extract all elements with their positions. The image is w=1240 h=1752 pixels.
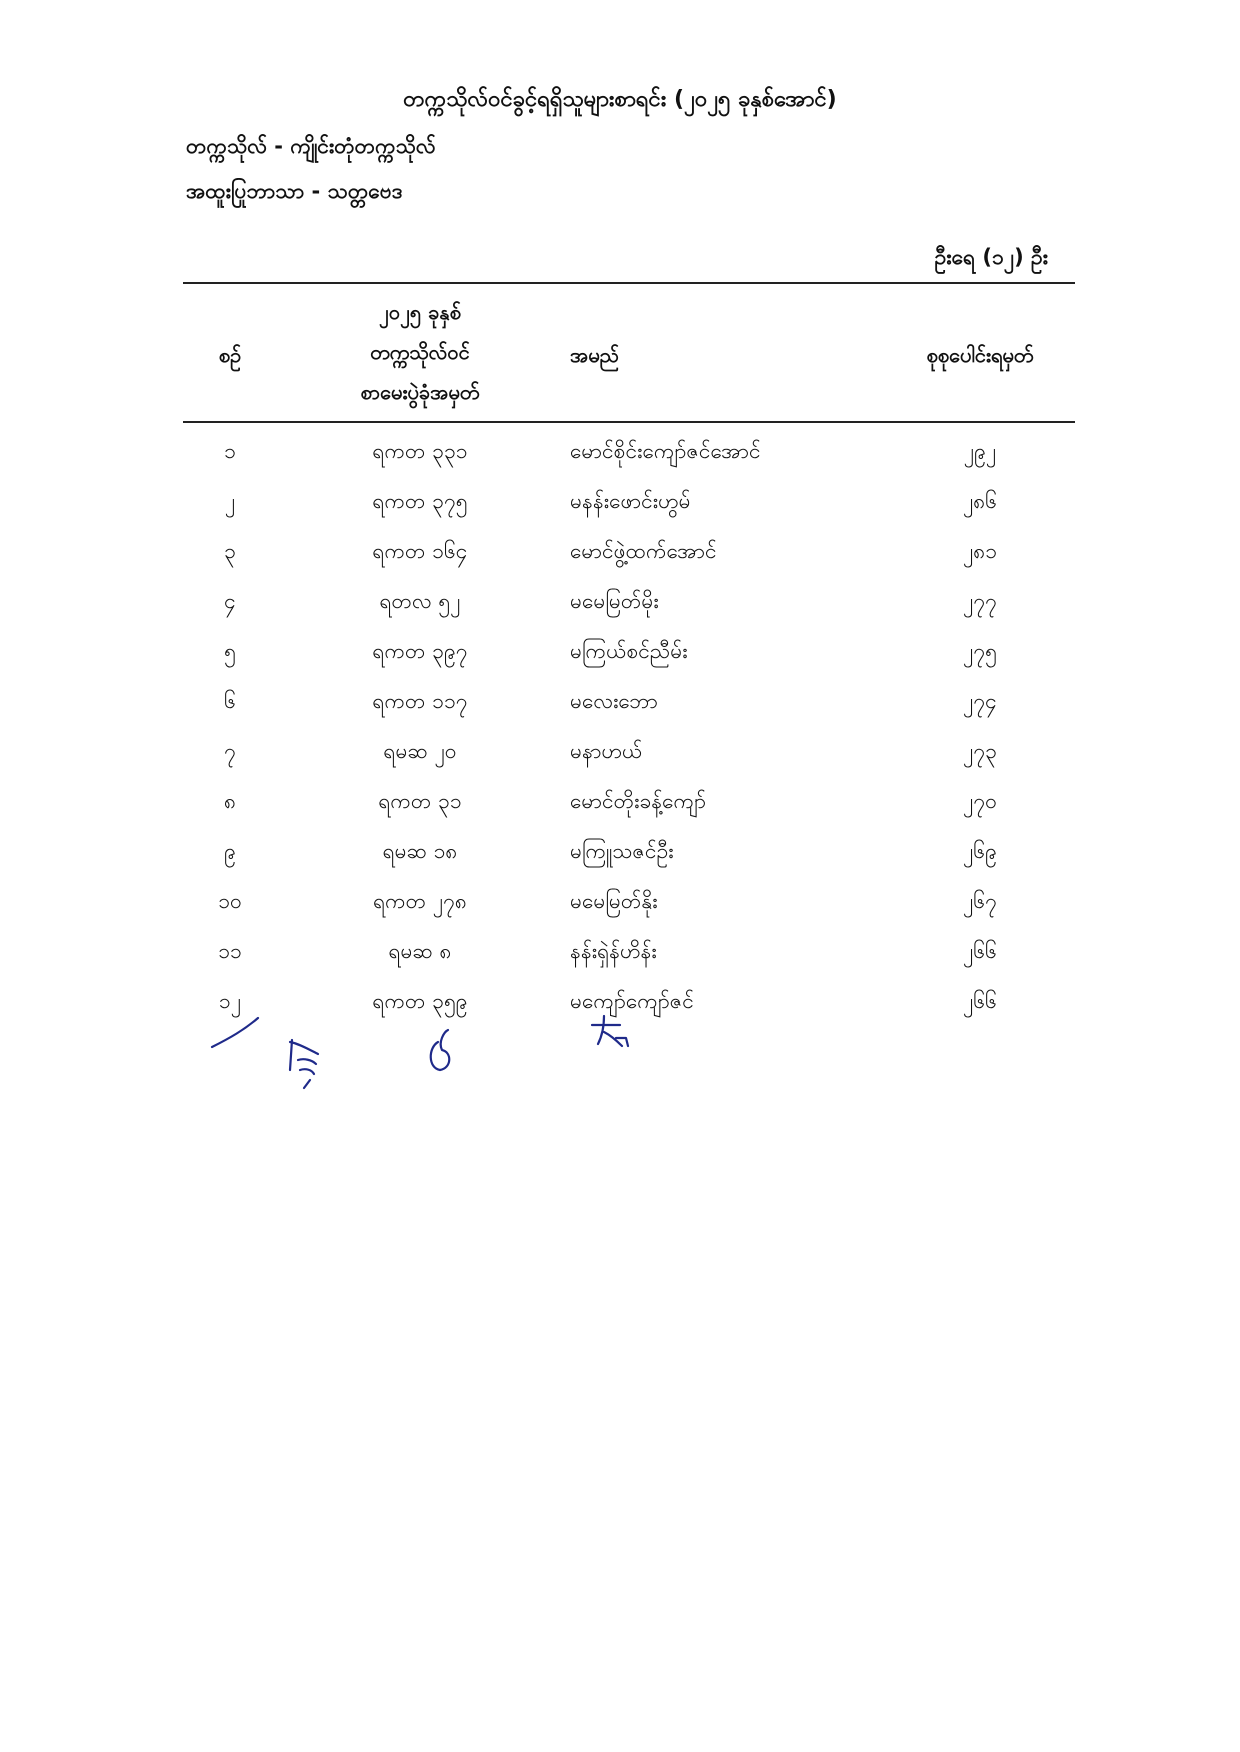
serial-no-cell: ၄ (224, 589, 236, 613)
total-marks-cell: ၂၆၉ (963, 839, 997, 863)
total-marks-cell: ၂၉၂ (963, 439, 997, 463)
name-cell: မောင်ဖွဲ့ထက်အောင် (570, 539, 717, 563)
header-roll-line-3: စာမေးပွဲခုံအမှတ် (360, 380, 480, 404)
roll-number-cell: ရကတ ၃၇၅ (372, 489, 468, 513)
university-line: တက္ကသိုလ် - ကျိုင်းတုံတက္ကသိုလ် (186, 134, 436, 158)
total-marks-cell: ၂၇၅ (963, 639, 997, 663)
name-cell: မကြူသဇင်ဦး (570, 839, 674, 863)
roll-number-cell: ရကတ ၃၅၉ (372, 989, 468, 1013)
table-row (0, 780, 1240, 830)
roll-number-cell: ရကတ ၂၇၈ (373, 889, 467, 913)
roll-number-cell: ရကတ ၃၁ (378, 789, 462, 813)
roll-number-cell: ရကတ ၃၃၁ (372, 439, 468, 463)
table-row (0, 880, 1240, 930)
roll-number-cell: ရမဆ ၈ (388, 939, 452, 963)
name-cell: မနာဟယ် (570, 739, 643, 763)
headcount-label: ဦးရေ (၁၂) ဦး (934, 245, 1048, 269)
document-title: တက္ကသိုလ်ဝင်ခွင့်ရရှိသူများစာရင်း (၂၀၂၅ ခုနှစ်အောင်) (403, 87, 837, 112)
serial-no-cell: ၁၂ (218, 989, 242, 1013)
header-serial-no: စဉ် (218, 343, 242, 367)
roll-number-cell: ရကတ ၁၁၇ (372, 689, 468, 713)
table-row (0, 930, 1240, 980)
total-marks-cell: ၂၇၃ (963, 739, 997, 763)
name-cell: မောင်တိုးခန့်ကျော် (570, 789, 707, 813)
serial-no-cell: ၉ (224, 839, 236, 863)
header-roll-line-2: တက္ကသိုလ်ဝင် (370, 340, 470, 364)
name-cell: မလေးဘော (570, 689, 658, 713)
table-top-rule (183, 282, 1075, 284)
table-row (0, 530, 1240, 580)
serial-no-cell: ၆ (224, 689, 236, 713)
name-cell: မကျော်ကျော်ဇင် (570, 989, 694, 1013)
serial-no-cell: ၇ (224, 739, 236, 763)
header-roll-number (310, 292, 530, 412)
serial-no-cell: ၅ (224, 639, 236, 663)
serial-no-cell: ၁ (224, 439, 236, 463)
serial-no-cell: ၈ (224, 789, 236, 813)
roll-number-cell: ရတလ ၅၂ (379, 589, 461, 613)
roll-number-cell: ရကတ ၁၆၄ (372, 539, 468, 563)
name-cell: မကြယ်စင်ညီမ်း (570, 639, 688, 663)
table-row (0, 630, 1240, 680)
signature-mark-4 (592, 1016, 628, 1046)
name-cell: မနန်းဖောင်းဟွမ် (570, 489, 691, 513)
total-marks-cell: ၂၆၆ (963, 989, 997, 1013)
table-row (0, 430, 1240, 480)
total-marks-cell: ၂၈၆ (962, 489, 998, 513)
total-marks-cell: ၂၈၁ (962, 539, 998, 563)
table-header-rule (183, 421, 1075, 423)
total-marks-cell: ၂၇၀ (963, 789, 997, 813)
subject-line: အထူးပြုဘာသာ - သတ္တဗေဒ (186, 179, 403, 203)
total-marks-cell: ၂၇၄ (963, 689, 997, 713)
table-body (0, 430, 1240, 1030)
header-roll-line-1: ၂၀၂၅ ခုနှစ် (379, 300, 461, 324)
total-marks-cell: ၂၆၆ (963, 939, 997, 963)
total-marks-cell: ၂၇၇ (963, 589, 997, 613)
signature-mark-3 (431, 1030, 450, 1070)
handwritten-signatures (200, 1010, 660, 1120)
serial-no-cell: ၂ (224, 489, 236, 513)
total-marks-cell: ၂၆၇ (963, 889, 997, 913)
name-cell: နန်းရှဲန်ဟိန်း (570, 939, 657, 963)
name-cell: မောင်စိုင်းကျော်ဇင်အောင် (570, 439, 761, 463)
table-row (0, 580, 1240, 630)
table-row (0, 680, 1240, 730)
roll-number-cell: ရကတ ၃၉၇ (372, 639, 468, 663)
header-name: အမည် (570, 343, 620, 367)
roll-number-cell: ရမဆ ၁၈ (382, 839, 458, 863)
table-row (0, 830, 1240, 880)
signature-mark-2 (290, 1040, 318, 1088)
serial-no-cell: ၁၀ (218, 889, 242, 913)
name-cell: မမေမြတ်နိုး (570, 889, 658, 913)
signature-mark-1 (212, 1018, 258, 1047)
table-row (0, 730, 1240, 780)
signatures-area (200, 1010, 660, 1120)
table-row (0, 480, 1240, 530)
serial-no-cell: ၃ (224, 539, 236, 563)
name-cell: မမေမြတ်မိုး (570, 589, 659, 613)
header-total-marks: စုစုပေါင်းရမှတ် (926, 343, 1034, 367)
roll-number-cell: ရမဆ ၂၀ (383, 739, 457, 763)
serial-no-cell: ၁၁ (218, 939, 242, 963)
